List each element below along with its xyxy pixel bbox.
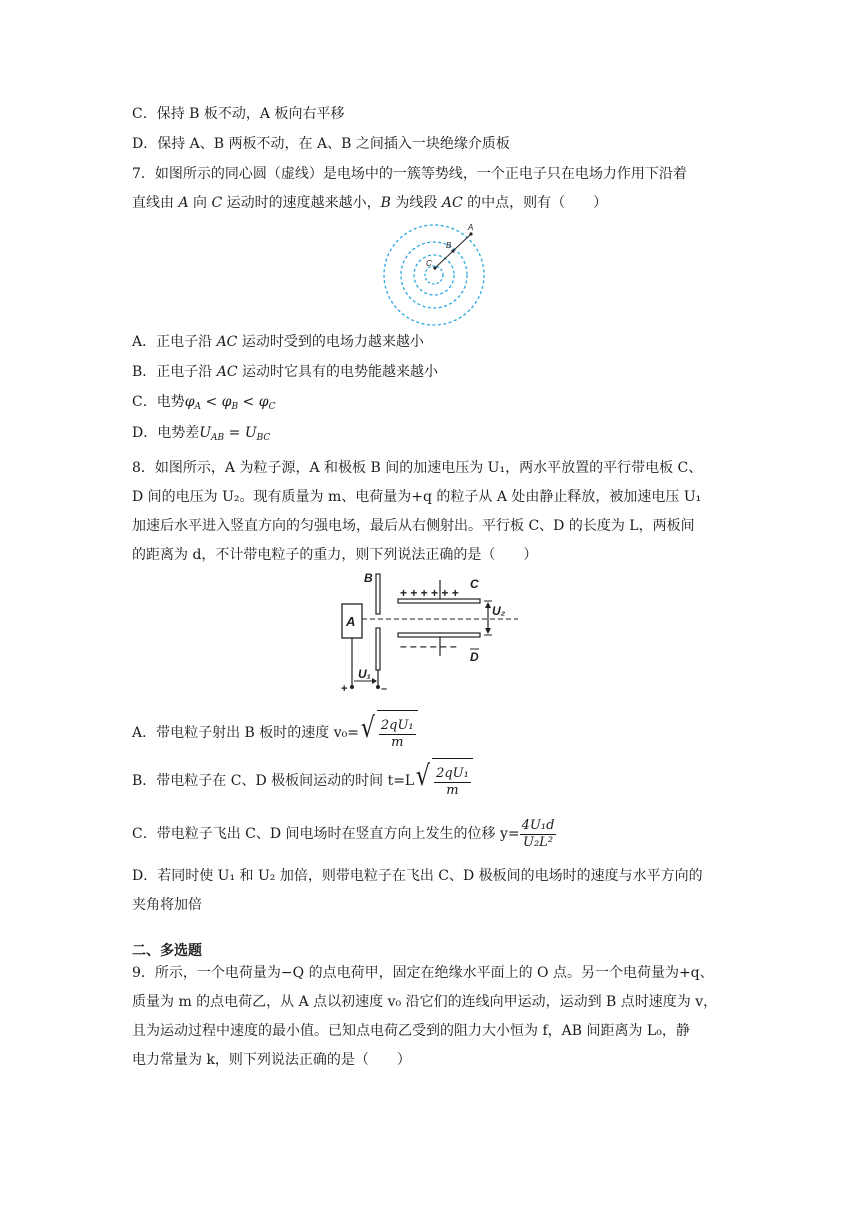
fraction-denominator: m <box>391 734 404 750</box>
fraction-numerator: 2qU₁ <box>436 765 469 781</box>
q6-option-d: D．保持 A、B 两板不动，在 A、B 之间插入一块绝缘介质板 <box>132 136 510 152</box>
fraction <box>379 718 416 751</box>
plate-d-charges: – – – – – – <box>400 639 457 653</box>
u2-arrow-head-bottom <box>485 628 491 634</box>
q7-sub: BC <box>256 433 271 443</box>
terminal-minus <box>376 685 380 689</box>
q7-text: A．正电子沿 <box>132 334 217 350</box>
q7-text: C．电势 <box>132 394 185 410</box>
fraction <box>520 818 557 851</box>
q8-option-d-line2: 夹角将加倍 <box>132 897 202 913</box>
sqrt-body <box>432 758 473 804</box>
fraction-numerator: 2qU₁ <box>380 717 414 733</box>
u1-label: U₁ <box>358 667 371 681</box>
sqrt-expression <box>414 758 473 804</box>
q7-phi: φ <box>184 394 195 410</box>
point-b-dot <box>451 249 454 252</box>
q7-text: B．正电子沿 <box>132 364 217 380</box>
q8-option-b <box>132 758 473 804</box>
q6-option-c: C．保持 B 板不动，A 板向右平移 <box>132 106 345 122</box>
q7-equipotential-figure <box>380 220 490 330</box>
q7-var-ac: AC <box>216 334 238 350</box>
q8-text: C．带电粒子飞出 C、D 间电场时在竖直方向上发生的位移 y= <box>132 826 520 842</box>
q7-option-b <box>132 362 438 382</box>
q7-sub: B <box>231 402 239 412</box>
sqrt-sign: √ <box>360 711 376 744</box>
fraction-denominator: U₂L² <box>523 834 554 850</box>
q8-text: A．带电粒子射出 B 板时的速度 v₀= <box>132 725 360 741</box>
q8-stem-line4: 的距离为 d，不计带电粒子的重力，则下列说法正确的是（ ） <box>132 547 538 563</box>
sqrt-body <box>377 710 418 756</box>
u1-arrow-head <box>372 678 377 684</box>
plate-b-lower <box>376 628 380 670</box>
q8-accelerator-figure <box>336 568 526 698</box>
source-a-label: A <box>346 614 356 629</box>
q7-sub: C <box>268 402 276 412</box>
q7-option-d <box>132 423 270 448</box>
q8-option-d-line1: D．若同时使 U₁ 和 U₂ 加倍，则带电粒子在飞出 C、D 极板间的电场时的速度与水平方向的 <box>132 868 703 884</box>
q7-eq: = <box>224 425 245 441</box>
q7-stem-line1: 7．如图所示的同心圆（虚线）是电场中的一簇等势线，一个正电子只在电场力作用下沿着 <box>132 166 687 182</box>
point-c-dot <box>433 266 436 269</box>
point-a-dot <box>469 232 472 235</box>
terminal-plus-label: + <box>341 683 348 695</box>
sqrt-sign: √ <box>416 759 431 792</box>
q7-text: D．电势差 <box>132 425 200 441</box>
u2-label: U₂ <box>492 604 506 618</box>
plate-d-label: D <box>470 650 479 664</box>
plate-b-label: B <box>364 571 373 585</box>
q7-option-c <box>132 392 275 417</box>
q8-stem-line2: D 间的电压为 U₂。现有质量为 m、电荷量为+q 的粒子从 A 处由静止释放，被加速电压 U₁ <box>132 489 702 505</box>
fraction <box>434 766 471 799</box>
q8-option-c <box>132 814 556 854</box>
label-c: C <box>426 259 432 268</box>
q8-stem-line1: 8．如图所示，A 为粒子源，A 和极板 B 间的加速电压为 U₁，两水平放置的平行带电板 C、 <box>132 460 703 476</box>
plate-d <box>398 633 480 637</box>
terminal-plus <box>350 685 354 689</box>
q8-option-a <box>132 710 418 756</box>
q7-var-a: A <box>178 195 189 211</box>
q7-var-b: B <box>380 195 391 211</box>
equipotential-ring-inner <box>414 255 454 295</box>
u2-arrow-head-top <box>485 602 491 608</box>
q7-text: 的中点，则有（ ） <box>462 195 608 211</box>
q9-stem-line2: 质量为 m 的点电荷乙，从 A 点以初速度 v₀ 沿它们的连线向甲运动，运动到 B 点时速度为 v， <box>132 994 718 1010</box>
q9-stem-line3: 且为运动过程中速度的最小值。已知点电荷乙受到的阻力大小恒为 f，AB 间距离为 L₀，静 <box>132 1023 690 1039</box>
q7-text: 为线段 <box>390 195 442 211</box>
q7-sub: AB <box>211 433 225 443</box>
q7-phi: φ <box>221 394 232 410</box>
q7-option-a <box>132 332 424 352</box>
q7-stem-line2 <box>132 193 607 213</box>
q7-u: U <box>244 425 257 441</box>
label-b: B <box>446 241 452 250</box>
q7-text: 运动时的速度越来越小， <box>222 195 381 211</box>
label-a: A <box>468 223 474 232</box>
q7-u: U <box>199 425 212 441</box>
q7-var-c: C <box>211 195 223 211</box>
q7-text: 直线由 <box>132 195 179 211</box>
plate-c-label: C <box>470 577 479 591</box>
q7-text: 运动时受到的电场力越来越小 <box>237 334 424 350</box>
q7-var-ac: AC <box>441 195 463 211</box>
q7-sub: A <box>194 402 202 412</box>
equipotential-ring-middle <box>401 242 467 308</box>
equipotential-ring-outer <box>384 225 484 325</box>
sqrt-expression <box>359 710 418 756</box>
q9-stem-line4: 电力常量为 k，则下列说法正确的是（ ） <box>132 1052 411 1068</box>
q7-phi: φ <box>258 394 269 410</box>
plate-c-charges: + + + + + + <box>400 586 459 600</box>
section-heading: 二、多选题 <box>132 943 202 959</box>
fraction-denominator: m <box>446 782 459 798</box>
q9-stem-line1: 9．所示，一个电荷量为−Q 的点电荷甲，固定在绝缘水平面上的 O 点。另一个电荷量为+q、 <box>132 965 714 981</box>
q7-lt: < <box>201 394 222 410</box>
q7-var-ac: AC <box>216 364 238 380</box>
terminal-minus-label: – <box>381 683 388 695</box>
q7-text: 运动时它具有的电势能越来越小 <box>237 364 439 380</box>
q7-lt: < <box>238 394 259 410</box>
fraction-numerator: 4U₁d <box>521 817 555 833</box>
q8-stem-line3: 加速后水平进入竖直方向的匀强电场，最后从右侧射出。平行板 C、D 的长度为 L，两板间 <box>132 518 695 534</box>
plate-b-upper <box>376 574 380 614</box>
q7-text: 向 <box>188 195 212 211</box>
q8-text: B．带电粒子在 C、D 极板间运动的时间 t=L <box>132 773 415 789</box>
